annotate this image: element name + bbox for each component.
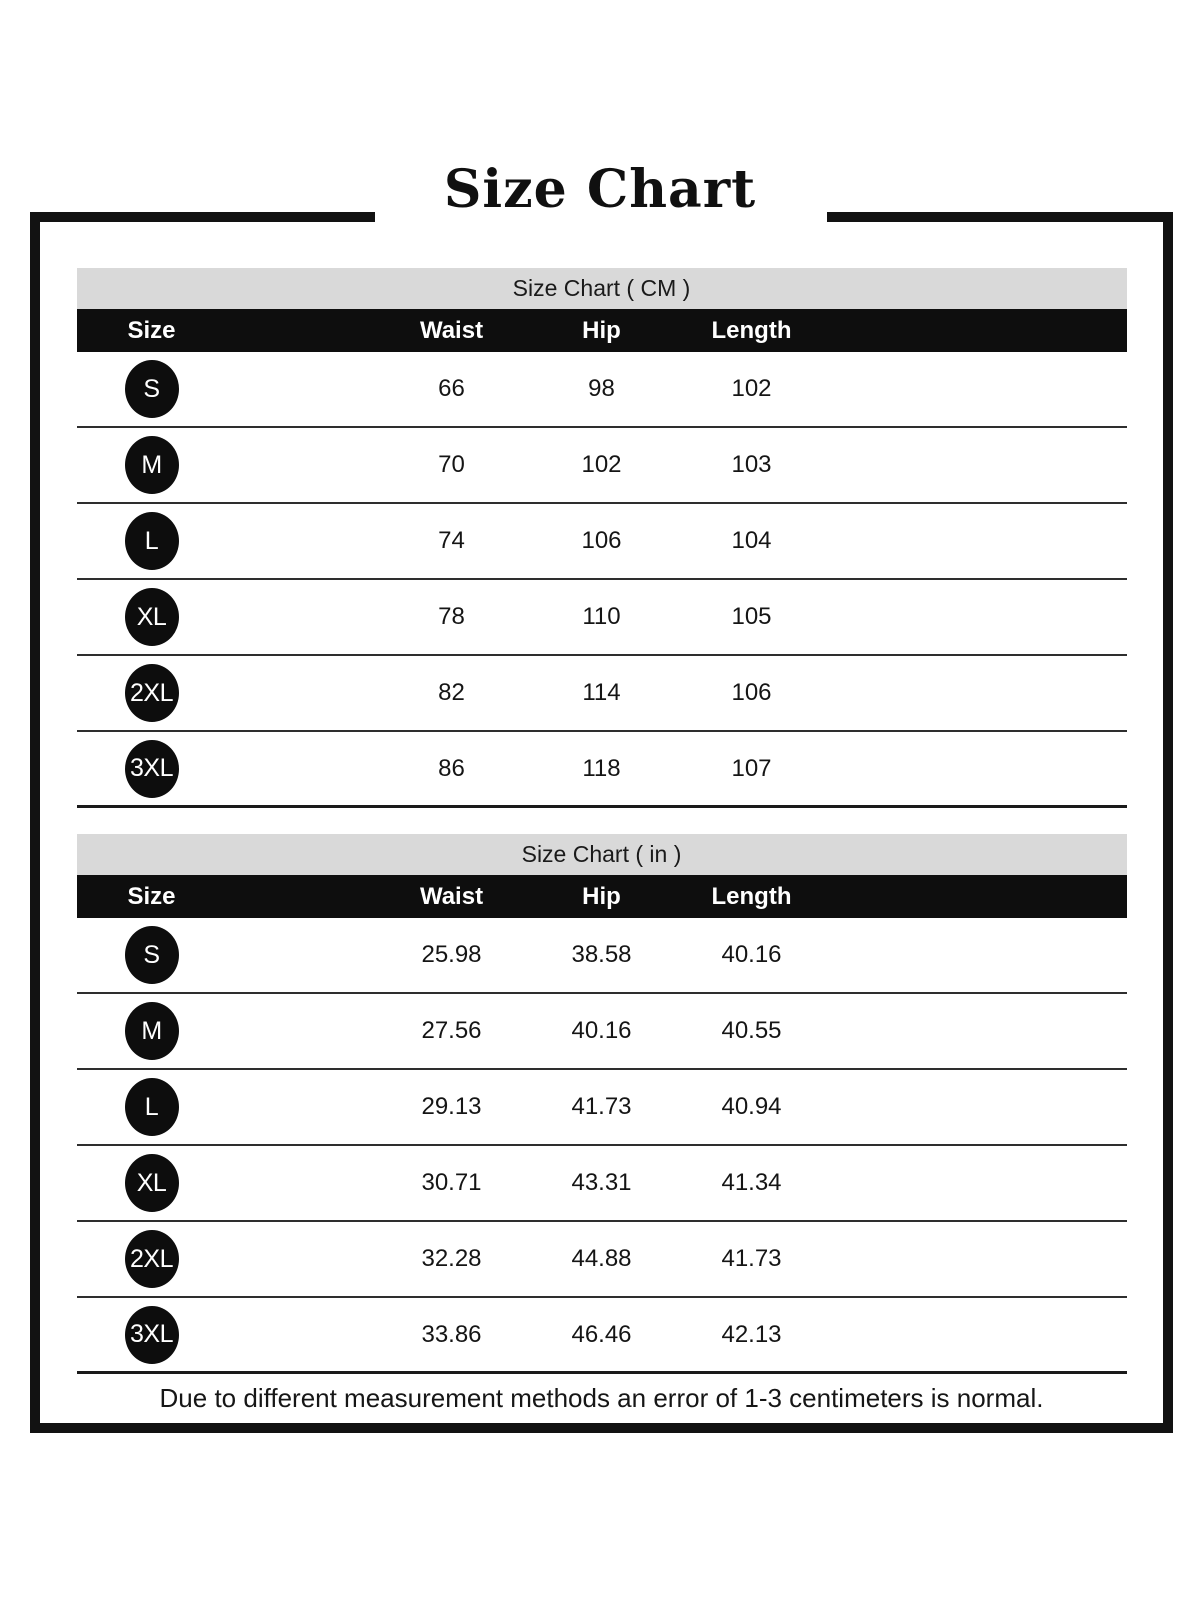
length-value: 103 (731, 451, 772, 478)
size-badge: S (125, 360, 179, 418)
waist-value: 66 (438, 375, 465, 402)
hip-value: 114 (582, 679, 621, 706)
size-badge-cell (77, 588, 227, 646)
size-badge: L (125, 1078, 179, 1136)
hip-value: 106 (581, 527, 622, 554)
size-badge-cell (77, 926, 227, 984)
column-header-length: Length (711, 316, 792, 344)
table-row (77, 352, 1127, 428)
waist-value: 27.56 (421, 1017, 482, 1044)
hip-value: 38.58 (571, 941, 632, 968)
column-header-size: Size (127, 882, 176, 910)
hip-value: 41.73 (571, 1093, 632, 1120)
table-row (77, 732, 1127, 808)
waist-value: 29.13 (421, 1093, 482, 1120)
size-table-in (77, 834, 1127, 1374)
table-row (77, 504, 1127, 580)
size-badge: L (125, 512, 179, 570)
hip-value: 40.16 (571, 1017, 632, 1044)
table-body-in (77, 918, 1127, 1374)
table-body-cm (77, 352, 1127, 808)
column-header-length: Length (711, 882, 792, 910)
hip-value: 118 (582, 754, 621, 782)
table-row (77, 994, 1127, 1070)
hip-value: 44.88 (571, 1245, 632, 1272)
length-value: 40.55 (721, 1017, 782, 1044)
length-value: 42.13 (721, 1320, 782, 1348)
length-value: 107 (731, 754, 772, 782)
size-badge-cell (77, 1230, 227, 1288)
size-badge: S (125, 926, 179, 984)
size-badge-cell (77, 1306, 227, 1364)
waist-value: 33.86 (421, 1320, 482, 1348)
size-badge-cell (77, 512, 227, 570)
hip-value: 98 (588, 375, 615, 402)
size-badge: XL (125, 588, 179, 646)
waist-value: 30.71 (421, 1169, 482, 1196)
length-value: 106 (731, 679, 772, 706)
length-value: 41.73 (721, 1245, 782, 1272)
table-row (77, 1298, 1127, 1374)
border-frame (30, 212, 1173, 1433)
table-row (77, 580, 1127, 656)
column-header-waist: Waist (419, 316, 484, 344)
length-value: 102 (731, 375, 772, 402)
size-badge: 3XL (125, 1306, 179, 1364)
table-row (77, 656, 1127, 732)
size-badge: XL (125, 1154, 179, 1212)
hip-value: 110 (582, 603, 621, 630)
waist-value: 74 (438, 527, 465, 554)
hip-value: 102 (581, 451, 622, 478)
size-badge-cell (77, 360, 227, 418)
size-badge-cell (77, 664, 227, 722)
table-row (77, 1146, 1127, 1222)
waist-value: 78 (438, 603, 465, 630)
waist-value: 25.98 (421, 941, 482, 968)
table-row (77, 428, 1127, 504)
length-value: 105 (731, 603, 772, 630)
table-caption-cm: Size Chart ( CM ) (77, 268, 1127, 309)
column-header-hip: Hip (582, 316, 621, 344)
hip-value: 43.31 (571, 1169, 632, 1196)
size-badge-cell (77, 1002, 227, 1060)
waist-value: 86 (438, 754, 465, 782)
size-badge: 2XL (125, 664, 179, 722)
waist-value: 70 (438, 451, 465, 478)
length-value: 40.16 (721, 941, 782, 968)
table-header-row-in (77, 875, 1127, 918)
page-title: Size Chart (443, 159, 757, 220)
size-badge-cell (77, 1078, 227, 1136)
tables-gap (77, 808, 1127, 834)
hip-value: 46.46 (571, 1320, 632, 1348)
length-value: 40.94 (721, 1093, 782, 1120)
size-table-cm (77, 268, 1127, 808)
size-badge-cell (77, 1154, 227, 1212)
size-badge: M (125, 1002, 179, 1060)
waist-value: 32.28 (421, 1245, 482, 1272)
size-badge: 3XL (125, 740, 179, 798)
table-row (77, 1222, 1127, 1298)
table-caption-in: Size Chart ( in ) (77, 834, 1127, 875)
table-header-row-cm (77, 309, 1127, 352)
column-header-size: Size (127, 316, 176, 344)
table-row (77, 918, 1127, 994)
column-header-hip: Hip (582, 882, 621, 910)
size-badge: M (125, 436, 179, 494)
size-badge: 2XL (125, 1230, 179, 1288)
size-badge-cell (77, 436, 227, 494)
length-value: 41.34 (721, 1169, 782, 1196)
size-badge-cell (77, 740, 227, 798)
measurement-disclaimer: Due to different measurement methods an error of 1-3 centimeters is normal. (159, 1383, 1044, 1413)
length-value: 104 (731, 527, 772, 554)
chart-content (77, 268, 1127, 1423)
table-row (77, 1070, 1127, 1146)
waist-value: 82 (438, 679, 465, 706)
column-header-waist: Waist (419, 882, 484, 910)
